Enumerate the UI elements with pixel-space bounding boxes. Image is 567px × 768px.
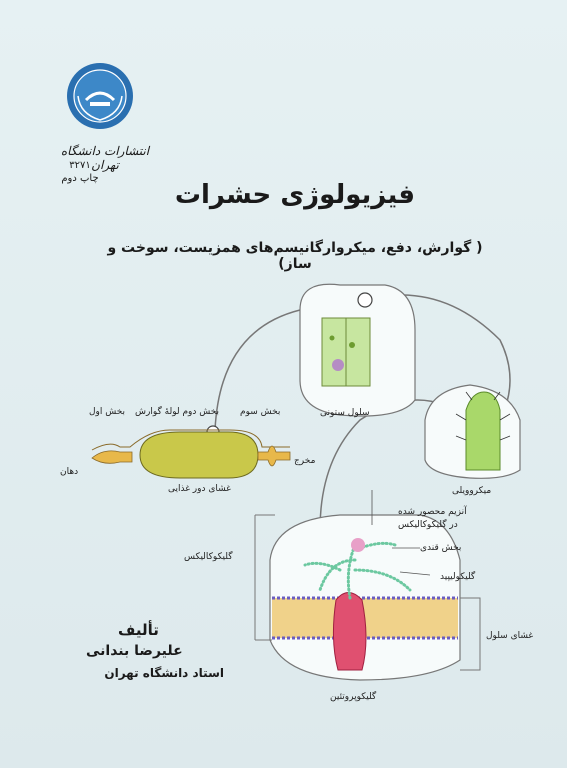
- label-glycoprotein: گلیکوپروتئین: [330, 692, 377, 702]
- book-title: فیزیولوژی حشرات: [174, 180, 416, 210]
- label-mouth: دهان: [60, 467, 79, 477]
- label-peritrophic: غشای دور غذایی: [168, 484, 231, 494]
- label-part-one: بخش اول: [89, 407, 126, 417]
- publication-number: ۳۲۷۱: [69, 160, 91, 171]
- author-name: علیرضا بندانی: [86, 643, 183, 659]
- book-subtitle: ( گوارش، دفع، میکروارگانیسم‌های همزیست، سوخت و ساز): [107, 240, 483, 272]
- label-exit: مخرج: [294, 456, 316, 466]
- label-glycocalyx: گلیکوکالیکس: [184, 552, 233, 562]
- publisher-name: انتشارات دانشگاه تهران: [60, 144, 150, 172]
- label-part-three: بخش سوم: [240, 407, 281, 417]
- label-trapped-enzyme: آنزیم محصور شده: [398, 507, 467, 517]
- edition-label: چاپ دوم: [61, 173, 99, 184]
- label-part-two: بخش دوم لولهٔ گوارش: [135, 407, 220, 417]
- label-microvilli: میکروویلی: [452, 486, 492, 496]
- label-cell-membrane: غشای سلول: [486, 631, 534, 641]
- label-glycolipid: گلیکولیپید: [440, 572, 476, 582]
- label-sugar-part: بخش قندی: [420, 543, 462, 553]
- label-columnar-cell: سلول ستونی: [320, 408, 370, 418]
- author-heading: تألیف: [118, 621, 159, 639]
- label-in-glycocalyx: در گلیکوکالیکس: [398, 520, 458, 530]
- author-affiliation: استاد دانشگاه تهران: [104, 666, 224, 680]
